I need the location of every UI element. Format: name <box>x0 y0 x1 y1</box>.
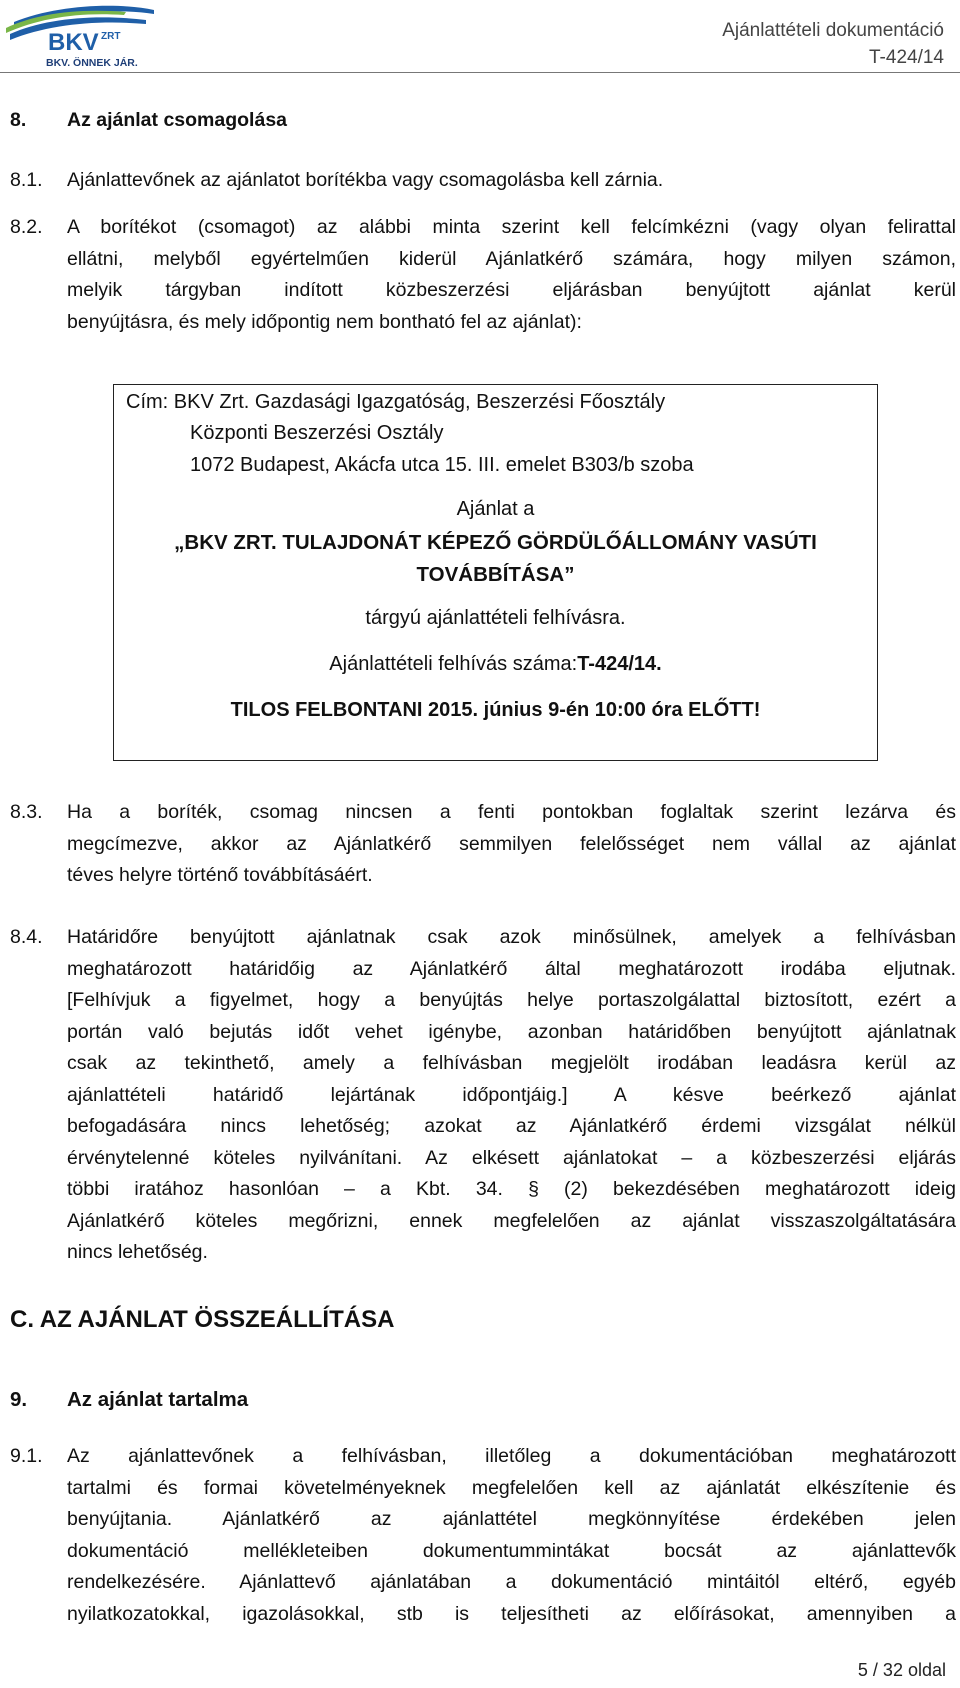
text-line: érvénytelenné köteles nyilvánítani. Az elkésett ajánlatokat – a közbeszerzési eljárás <box>67 1146 956 1169</box>
subject-line-2: TOVÁBBÍTÁSA” <box>416 563 575 586</box>
paragraph-number: 8.4. <box>10 926 43 948</box>
subject-line-1: „BKV ZRT. TULAJDONÁT KÉPEZŐ GÖRDÜLŐÁLLOMÁNY VASÚTI <box>174 531 817 554</box>
department-line: Központi Beszerzési Osztály <box>190 422 444 444</box>
paragraph-9-1 <box>10 1441 956 1630</box>
text-line: benyújtania. Ajánlatkérő az ajánlattétel megkönnyítése érdekében jelen <box>67 1508 956 1530</box>
text-line: csak az tekinthető, amely a felhívásban megjelölt irodában leadásra kerül az <box>67 1052 956 1074</box>
paragraph-body <box>67 1441 956 1630</box>
text-line: nincs lehetőség. <box>67 1241 208 1263</box>
call-line: tárgyú ajánlattételi felhívásra. <box>365 607 626 629</box>
text-line: rendelkezésére. Ajánlattevő ajánlatában a dokumentáció mintáitól eltérő, egyéb <box>67 1571 956 1593</box>
paragraph-number: 8.3. <box>10 801 43 823</box>
text-line: meghatározott határidőig az Ajánlatkérő által meghatározott irodába eljutnak. <box>67 957 956 980</box>
text-line: A borítékot (csomagot) az alábbi minta szerint kell felcímkézni (vagy olyan felirattal <box>67 216 956 238</box>
text-line: Határidőre benyújtott ajánlatnak csak azok minősülnek, amelyek a felhívásban <box>67 926 956 948</box>
text-line: benyújtásra, és mely időpontig nem bontható fel az ajánlat): <box>67 310 582 333</box>
header-divider <box>0 72 960 73</box>
logo-zrt: ZRT <box>101 31 121 42</box>
paragraph-number: 8.2. <box>10 216 43 238</box>
paragraph-number: 8.1. <box>10 169 43 191</box>
paragraph-8-4 <box>10 922 956 1269</box>
page-number: 5 / 32 oldal <box>857 1660 946 1680</box>
logo-slogan: BKV. ÖNNEK JÁR. <box>46 57 138 69</box>
section-9-heading <box>10 1384 956 1416</box>
document-title: Ajánlattételi dokumentáció <box>722 20 944 41</box>
call-number-value: T-424/14. <box>577 653 662 675</box>
section-number: 8. <box>10 109 27 131</box>
paragraph-body <box>67 797 956 892</box>
street-address-line: 1072 Budapest, Akácfa utca 15. III. emelet B303/b szoba <box>190 454 694 476</box>
text-line: [Felhívjuk a figyelmet, hogy a benyújtás helye portaszolgálattal biztosított, ezért a <box>67 989 956 1011</box>
do-not-open-warning: TILOS FELBONTANI 2015. június 9-én 10:00 óra ELŐTT! <box>230 699 761 721</box>
text-line: Ajánlatkérő köteles megőrizni, ennek megfelelően az ajánlat visszaszolgáltatására <box>67 1209 956 1232</box>
text-line: Az ajánlattevőnek a felhívásban, illetőleg a dokumentációban meghatározott <box>67 1445 956 1467</box>
text-line: befogadására nincs lehetőség; azokat az Ajánlatkérő érdemi vizsgálat nélkül <box>67 1115 956 1137</box>
call-number-line <box>114 653 877 676</box>
page-header <box>0 0 960 74</box>
text-line: tartalmi és formai követelményeknek megfelelően kell az ajánlatát elkészítenie és <box>67 1476 956 1499</box>
paragraph-number: 9.1. <box>10 1445 43 1467</box>
document-code: T-424/14 <box>869 47 944 68</box>
offer-line: Ajánlat a <box>456 498 535 520</box>
section-title: Az ajánlat csomagolása <box>67 109 288 131</box>
address-line: Cím: BKV Zrt. Gazdasági Igazgatóság, Beszerzési Főosztály <box>126 391 666 413</box>
text-line: portán való bejutás időt vehet igénybe, azonban határidőben benyújtott ajánlatnak <box>67 1020 956 1043</box>
paragraph-8-3 <box>10 797 956 892</box>
bkv-logo <box>6 0 158 70</box>
text-line: megcímezve, akkor az Ajánlatkérő semmilyen felelősséget nem vállal az ajánlat <box>67 832 956 855</box>
section-number: 9. <box>10 1388 28 1411</box>
text-line: melyik tárgyban indított közbeszerzési eljárásban benyújtott ajánlat kerül <box>67 279 956 301</box>
text-line: többi iratához hasonlóan – a Kbt. 34. § (2) bekezdésében meghatározott ideig <box>67 1178 956 1200</box>
paragraph-8-2 <box>10 212 956 338</box>
paragraph-8-1 <box>10 165 956 197</box>
call-number-label: Ajánlattételi felhívás száma: <box>329 653 578 675</box>
text-line: téves helyre történő továbbításáért. <box>67 864 373 886</box>
envelope-label-box <box>113 384 878 761</box>
text-line: Ha a boríték, csomag nincsen a fenti pontokban foglaltak szerint lezárva és <box>67 801 956 823</box>
paragraph-body <box>67 212 956 338</box>
section-8-heading <box>10 105 956 137</box>
text-line: ajánlattételi határidő lejártának időpontjáig.] A késve beérkező ajánlat <box>67 1083 956 1106</box>
paragraph-text: Ajánlattevőnek az ajánlatot borítékba vagy csomagolásba kell zárnia. <box>67 169 664 191</box>
text-line: nyilatkozatokkal, igazolásokkal, stb is teljesítheti az előírásokat, amennyiben a <box>67 1602 956 1625</box>
text-line: dokumentáció mellékleteiben dokumentummintákat bocsát az ajánlattevők <box>67 1539 956 1562</box>
text-line: ellátni, melyből egyértelműen kiderül Ajánlatkérő számára, hogy milyen számon, <box>67 247 956 270</box>
logo-text: BKV <box>48 29 99 56</box>
chapter-c-heading: C. AZ AJÁNLAT ÖSSZEÁLLÍTÁSA <box>10 1306 395 1333</box>
section-title: Az ajánlat tartalma <box>67 1388 249 1411</box>
paragraph-body <box>67 922 956 1269</box>
